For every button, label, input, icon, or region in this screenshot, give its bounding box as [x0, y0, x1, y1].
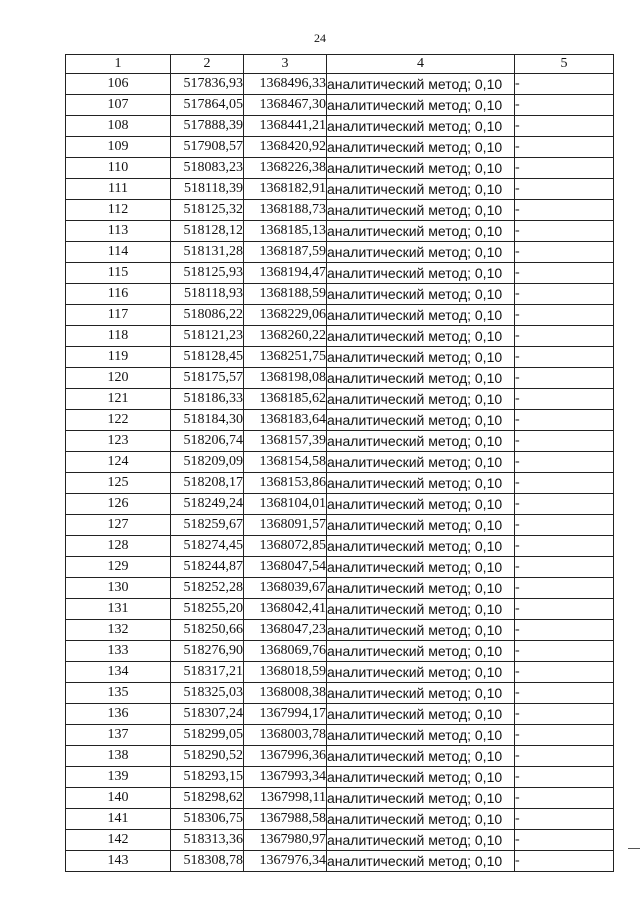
point-number-cell: 142 [66, 830, 171, 851]
method-cell: аналитический метод; 0,10 [327, 641, 515, 662]
y-coordinate-cell: 1367994,17 [244, 704, 327, 725]
y-coordinate-cell: 1367976,34 [244, 851, 327, 872]
x-coordinate-cell: 518307,24 [171, 704, 244, 725]
method-cell: аналитический метод; 0,10 [327, 557, 515, 578]
point-number-cell: 134 [66, 662, 171, 683]
y-coordinate-cell: 1368008,38 [244, 683, 327, 704]
note-cell: - [515, 74, 614, 95]
x-coordinate-cell: 518118,39 [171, 179, 244, 200]
y-coordinate-cell: 1368198,08 [244, 368, 327, 389]
table-row [66, 473, 614, 494]
method-cell: аналитический метод; 0,10 [327, 704, 515, 725]
note-cell: - [515, 347, 614, 368]
point-number-cell: 107 [66, 95, 171, 116]
x-coordinate-cell: 518118,93 [171, 284, 244, 305]
x-coordinate-cell: 518317,21 [171, 662, 244, 683]
x-coordinate-cell: 517908,57 [171, 137, 244, 158]
x-coordinate-cell: 518298,62 [171, 788, 244, 809]
table-row [66, 746, 614, 767]
method-cell: аналитический метод; 0,10 [327, 347, 515, 368]
table-row [66, 179, 614, 200]
x-coordinate-cell: 518255,20 [171, 599, 244, 620]
y-coordinate-cell: 1367988,58 [244, 809, 327, 830]
method-cell: аналитический метод; 0,10 [327, 620, 515, 641]
point-number-cell: 116 [66, 284, 171, 305]
method-cell: аналитический метод; 0,10 [327, 95, 515, 116]
y-coordinate-cell: 1368187,59 [244, 242, 327, 263]
note-cell: - [515, 137, 614, 158]
method-cell: аналитический метод; 0,10 [327, 494, 515, 515]
note-cell: - [515, 494, 614, 515]
x-coordinate-cell: 518128,12 [171, 221, 244, 242]
y-coordinate-cell: 1368496,33 [244, 74, 327, 95]
point-number-cell: 122 [66, 410, 171, 431]
point-number-cell: 109 [66, 137, 171, 158]
note-cell: - [515, 578, 614, 599]
y-coordinate-cell: 1368018,59 [244, 662, 327, 683]
note-cell: - [515, 809, 614, 830]
note-cell: - [515, 746, 614, 767]
note-cell: - [515, 242, 614, 263]
page-number: 24 [314, 31, 326, 45]
table-row [66, 284, 614, 305]
column-header-1: 1 [66, 55, 171, 74]
x-coordinate-cell: 518252,28 [171, 578, 244, 599]
point-number-cell: 112 [66, 200, 171, 221]
column-header-3: 3 [244, 55, 327, 74]
table-row [66, 536, 614, 557]
point-number-cell: 124 [66, 452, 171, 473]
point-number-cell: 130 [66, 578, 171, 599]
table-row [66, 851, 614, 872]
y-coordinate-cell: 1368003,78 [244, 725, 327, 746]
note-cell: - [515, 116, 614, 137]
table-row [66, 389, 614, 410]
point-number-cell: 117 [66, 305, 171, 326]
y-coordinate-cell: 1368072,85 [244, 536, 327, 557]
point-number-cell: 121 [66, 389, 171, 410]
table-row [66, 494, 614, 515]
x-coordinate-cell: 518299,05 [171, 725, 244, 746]
point-number-cell: 125 [66, 473, 171, 494]
point-number-cell: 143 [66, 851, 171, 872]
x-coordinate-cell: 518086,22 [171, 305, 244, 326]
point-number-cell: 127 [66, 515, 171, 536]
point-number-cell: 108 [66, 116, 171, 137]
column-header-5: 5 [515, 55, 614, 74]
x-coordinate-cell: 518290,52 [171, 746, 244, 767]
point-number-cell: 106 [66, 74, 171, 95]
table-row [66, 557, 614, 578]
x-coordinate-cell: 517864,05 [171, 95, 244, 116]
note-cell: - [515, 95, 614, 116]
y-coordinate-cell: 1368260,22 [244, 326, 327, 347]
y-coordinate-cell: 1368467,30 [244, 95, 327, 116]
note-cell: - [515, 452, 614, 473]
y-coordinate-cell: 1368188,73 [244, 200, 327, 221]
x-coordinate-cell: 518306,75 [171, 809, 244, 830]
method-cell: аналитический метод; 0,10 [327, 158, 515, 179]
y-coordinate-cell: 1368153,86 [244, 473, 327, 494]
y-coordinate-cell: 1368185,62 [244, 389, 327, 410]
table-row [66, 200, 614, 221]
table-row [66, 116, 614, 137]
y-coordinate-cell: 1367998,11 [244, 788, 327, 809]
table-body [66, 74, 614, 872]
note-cell: - [515, 683, 614, 704]
y-coordinate-cell: 1368251,75 [244, 347, 327, 368]
point-number-cell: 128 [66, 536, 171, 557]
x-coordinate-cell: 518175,57 [171, 368, 244, 389]
note-cell: - [515, 263, 614, 284]
y-coordinate-cell: 1367993,34 [244, 767, 327, 788]
method-cell: аналитический метод; 0,10 [327, 452, 515, 473]
note-cell: - [515, 158, 614, 179]
point-number-cell: 138 [66, 746, 171, 767]
note-cell: - [515, 473, 614, 494]
table-row [66, 767, 614, 788]
x-coordinate-cell: 518209,09 [171, 452, 244, 473]
header-row [66, 55, 614, 74]
x-coordinate-cell: 518125,93 [171, 263, 244, 284]
y-coordinate-cell: 1368229,06 [244, 305, 327, 326]
coordinates-table [65, 54, 614, 872]
table-row [66, 725, 614, 746]
y-coordinate-cell: 1368154,58 [244, 452, 327, 473]
note-cell: - [515, 326, 614, 347]
method-cell: аналитический метод; 0,10 [327, 263, 515, 284]
y-coordinate-cell: 1367996,36 [244, 746, 327, 767]
note-cell: - [515, 368, 614, 389]
table-row [66, 704, 614, 725]
method-cell: аналитический метод; 0,10 [327, 410, 515, 431]
point-number-cell: 140 [66, 788, 171, 809]
table-row [66, 809, 614, 830]
table-row [66, 305, 614, 326]
method-cell: аналитический метод; 0,10 [327, 725, 515, 746]
x-coordinate-cell: 518249,24 [171, 494, 244, 515]
y-coordinate-cell: 1368188,59 [244, 284, 327, 305]
note-cell: - [515, 851, 614, 872]
method-cell: аналитический метод; 0,10 [327, 74, 515, 95]
method-cell: аналитический метод; 0,10 [327, 116, 515, 137]
point-number-cell: 118 [66, 326, 171, 347]
margin-mark [628, 848, 640, 849]
y-coordinate-cell: 1368183,64 [244, 410, 327, 431]
y-coordinate-cell: 1368039,67 [244, 578, 327, 599]
table-row [66, 137, 614, 158]
y-coordinate-cell: 1368157,39 [244, 431, 327, 452]
x-coordinate-cell: 518125,32 [171, 200, 244, 221]
note-cell: - [515, 620, 614, 641]
point-number-cell: 120 [66, 368, 171, 389]
table-row [66, 326, 614, 347]
method-cell: аналитический метод; 0,10 [327, 830, 515, 851]
note-cell: - [515, 704, 614, 725]
table-header [66, 55, 614, 74]
x-coordinate-cell: 518208,17 [171, 473, 244, 494]
table-row [66, 95, 614, 116]
note-cell: - [515, 641, 614, 662]
note-cell: - [515, 557, 614, 578]
x-coordinate-cell: 518259,67 [171, 515, 244, 536]
y-coordinate-cell: 1368185,13 [244, 221, 327, 242]
note-cell: - [515, 662, 614, 683]
table-row [66, 788, 614, 809]
x-coordinate-cell: 518184,30 [171, 410, 244, 431]
point-number-cell: 126 [66, 494, 171, 515]
note-cell: - [515, 515, 614, 536]
note-cell: - [515, 200, 614, 221]
table-row [66, 242, 614, 263]
note-cell: - [515, 725, 614, 746]
method-cell: аналитический метод; 0,10 [327, 515, 515, 536]
point-number-cell: 136 [66, 704, 171, 725]
x-coordinate-cell: 518325,03 [171, 683, 244, 704]
y-coordinate-cell: 1368047,23 [244, 620, 327, 641]
point-number-cell: 119 [66, 347, 171, 368]
y-coordinate-cell: 1368104,01 [244, 494, 327, 515]
x-coordinate-cell: 518121,23 [171, 326, 244, 347]
method-cell: аналитический метод; 0,10 [327, 683, 515, 704]
method-cell: аналитический метод; 0,10 [327, 599, 515, 620]
y-coordinate-cell: 1368042,41 [244, 599, 327, 620]
x-coordinate-cell: 517888,39 [171, 116, 244, 137]
y-coordinate-cell: 1368420,92 [244, 137, 327, 158]
x-coordinate-cell: 518274,45 [171, 536, 244, 557]
method-cell: аналитический метод; 0,10 [327, 809, 515, 830]
table-row [66, 431, 614, 452]
point-number-cell: 133 [66, 641, 171, 662]
y-coordinate-cell: 1368194,47 [244, 263, 327, 284]
method-cell: аналитический метод; 0,10 [327, 284, 515, 305]
table-row [66, 368, 614, 389]
method-cell: аналитический метод; 0,10 [327, 137, 515, 158]
method-cell: аналитический метод; 0,10 [327, 305, 515, 326]
table-row [66, 515, 614, 536]
method-cell: аналитический метод; 0,10 [327, 368, 515, 389]
table-row [66, 578, 614, 599]
method-cell: аналитический метод; 0,10 [327, 221, 515, 242]
table-row [66, 830, 614, 851]
table-row [66, 641, 614, 662]
x-coordinate-cell: 518244,87 [171, 557, 244, 578]
method-cell: аналитический метод; 0,10 [327, 536, 515, 557]
table-row [66, 347, 614, 368]
method-cell: аналитический метод; 0,10 [327, 662, 515, 683]
point-number-cell: 129 [66, 557, 171, 578]
y-coordinate-cell: 1368182,91 [244, 179, 327, 200]
x-coordinate-cell: 517836,93 [171, 74, 244, 95]
x-coordinate-cell: 518131,28 [171, 242, 244, 263]
method-cell: аналитический метод; 0,10 [327, 179, 515, 200]
method-cell: аналитический метод; 0,10 [327, 473, 515, 494]
note-cell: - [515, 389, 614, 410]
x-coordinate-cell: 518276,90 [171, 641, 244, 662]
y-coordinate-cell: 1368069,76 [244, 641, 327, 662]
table-row [66, 683, 614, 704]
x-coordinate-cell: 518313,36 [171, 830, 244, 851]
note-cell: - [515, 830, 614, 851]
x-coordinate-cell: 518250,66 [171, 620, 244, 641]
table-row [66, 410, 614, 431]
method-cell: аналитический метод; 0,10 [327, 746, 515, 767]
point-number-cell: 135 [66, 683, 171, 704]
note-cell: - [515, 536, 614, 557]
note-cell: - [515, 767, 614, 788]
table-row [66, 263, 614, 284]
method-cell: аналитический метод; 0,10 [327, 242, 515, 263]
point-number-cell: 131 [66, 599, 171, 620]
note-cell: - [515, 284, 614, 305]
table-row [66, 599, 614, 620]
point-number-cell: 137 [66, 725, 171, 746]
y-coordinate-cell: 1368226,38 [244, 158, 327, 179]
x-coordinate-cell: 518186,33 [171, 389, 244, 410]
method-cell: аналитический метод; 0,10 [327, 851, 515, 872]
point-number-cell: 114 [66, 242, 171, 263]
x-coordinate-cell: 518293,15 [171, 767, 244, 788]
note-cell: - [515, 179, 614, 200]
note-cell: - [515, 221, 614, 242]
point-number-cell: 123 [66, 431, 171, 452]
note-cell: - [515, 410, 614, 431]
y-coordinate-cell: 1368091,57 [244, 515, 327, 536]
table-row [66, 74, 614, 95]
y-coordinate-cell: 1368047,54 [244, 557, 327, 578]
point-number-cell: 110 [66, 158, 171, 179]
table-row [66, 221, 614, 242]
point-number-cell: 139 [66, 767, 171, 788]
column-header-4: 4 [327, 55, 515, 74]
table-row [66, 620, 614, 641]
note-cell: - [515, 431, 614, 452]
point-number-cell: 132 [66, 620, 171, 641]
table-row [66, 662, 614, 683]
x-coordinate-cell: 518206,74 [171, 431, 244, 452]
table-row [66, 158, 614, 179]
point-number-cell: 141 [66, 809, 171, 830]
method-cell: аналитический метод; 0,10 [327, 788, 515, 809]
y-coordinate-cell: 1368441,21 [244, 116, 327, 137]
point-number-cell: 113 [66, 221, 171, 242]
y-coordinate-cell: 1367980,97 [244, 830, 327, 851]
table-row [66, 452, 614, 473]
note-cell: - [515, 305, 614, 326]
method-cell: аналитический метод; 0,10 [327, 578, 515, 599]
point-number-cell: 111 [66, 179, 171, 200]
note-cell: - [515, 599, 614, 620]
x-coordinate-cell: 518308,78 [171, 851, 244, 872]
column-header-2: 2 [171, 55, 244, 74]
method-cell: аналитический метод; 0,10 [327, 389, 515, 410]
x-coordinate-cell: 518128,45 [171, 347, 244, 368]
point-number-cell: 115 [66, 263, 171, 284]
method-cell: аналитический метод; 0,10 [327, 200, 515, 221]
x-coordinate-cell: 518083,23 [171, 158, 244, 179]
method-cell: аналитический метод; 0,10 [327, 431, 515, 452]
method-cell: аналитический метод; 0,10 [327, 326, 515, 347]
note-cell: - [515, 788, 614, 809]
method-cell: аналитический метод; 0,10 [327, 767, 515, 788]
